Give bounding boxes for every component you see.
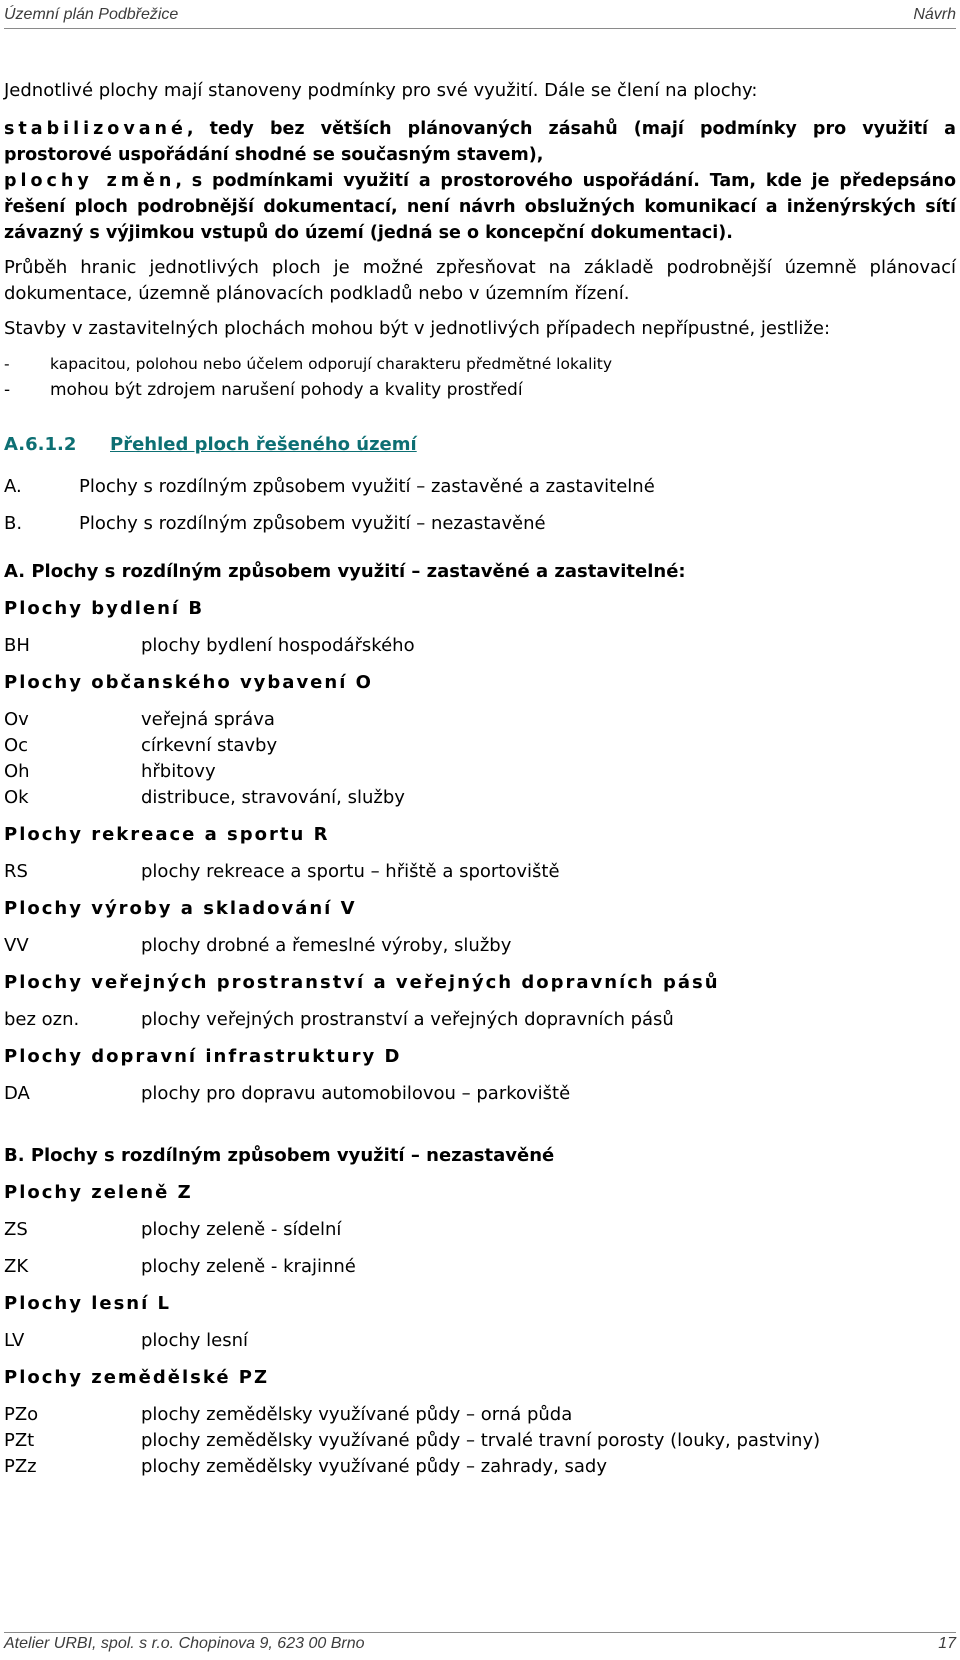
area-row <box>4 1402 956 1428</box>
change-term: plochy změn <box>4 171 176 191</box>
area-code: Ov <box>4 709 29 730</box>
area-row <box>4 1081 956 1107</box>
group-title: Plochy dopravní infrastruktury D <box>4 1046 402 1067</box>
area-types-paragraph <box>4 116 956 246</box>
area-description: veřejná správa <box>141 709 275 730</box>
area-row <box>4 759 956 785</box>
section-number: A.6.1.2 <box>4 434 77 455</box>
section-heading <box>4 432 956 458</box>
area-description: církevní stavby <box>141 735 278 756</box>
section-title: Přehled ploch řešeného území <box>110 434 417 455</box>
list-item-text: kapacitou, polohou nebo účelem odporují charakteru předmětné lokality <box>50 355 613 373</box>
area-code: bez ozn. <box>4 1009 80 1030</box>
area-code: VV <box>4 935 29 956</box>
overview-key: A. <box>4 476 22 497</box>
group-title: Plochy rekreace a sportu R <box>4 824 330 845</box>
area-description: plochy veřejných prostranství a veřejných dopravních pásů <box>141 1009 674 1030</box>
boundary-paragraph: Průběh hranic jednotlivých ploch je možné zpřesňovat na základě podrobnější územně plánovací dokumentace, územně plánovacích podkladů nebo v územním řízení. <box>4 257 956 304</box>
area-description: plochy zemědělsky využívané půdy – trvalé travní porosty (louky, pastviny) <box>141 1430 821 1451</box>
area-description: plochy zemědělsky využívané půdy – orná půda <box>141 1404 573 1425</box>
group-title: Plochy výroby a skladování V <box>4 898 357 919</box>
list-item <box>4 377 956 403</box>
condition-list <box>4 351 956 403</box>
stabilized-term: stabilizované <box>4 119 187 139</box>
area-code: LV <box>4 1330 25 1351</box>
area-description: plochy zemědělsky využívané půdy – zahrady, sady <box>141 1456 608 1477</box>
area-list <box>4 707 956 811</box>
list-dash: - <box>4 355 10 373</box>
area-row <box>4 707 956 733</box>
group-title: Plochy zemědělské PZ <box>4 1367 270 1388</box>
area-row <box>4 1454 956 1480</box>
area-code: Oc <box>4 735 29 756</box>
group-title: Plochy veřejných prostranství a veřejných dopravních pásů <box>4 972 720 993</box>
overview-key: B. <box>4 513 23 534</box>
area-description: plochy drobné a řemeslné výroby, služby <box>141 935 512 956</box>
area-list <box>4 1402 956 1480</box>
list-item <box>4 351 956 377</box>
area-description: plochy bydlení hospodářského <box>141 635 415 656</box>
part-b-heading: B. Plochy s rozdílným způsobem využití – nezastavěné <box>4 1145 555 1166</box>
header-document-title: Územní plán Podbřežice <box>4 6 179 23</box>
area-description: distribuce, stravování, služby <box>141 787 405 808</box>
area-row <box>4 733 956 759</box>
buildings-paragraph: Stavby v zastavitelných plochách mohou být v jednotlivých případech nepřípustné, jestliže: <box>4 318 831 339</box>
intro-paragraph: Jednotlivé plochy mají stanoveny podmínky pro své využití. Dále se člení na plochy: <box>4 80 758 101</box>
area-code: BH <box>4 635 30 656</box>
area-row <box>4 1254 956 1280</box>
area-code: ZS <box>4 1219 28 1240</box>
change-text: , s podmínkami využití a prostorového uspořádání. Tam, kde je předepsáno řešení ploch podrobnější dokumentací, není návrh obslužných komunikací a inženýrských sítí závazný s výjimkou vstupů do území (jedná se o koncepční dokumentaci). <box>4 171 956 243</box>
group-title: Plochy lesní L <box>4 1293 172 1314</box>
overview-text: Plochy s rozdílným způsobem využití – nezastavěné <box>79 513 546 534</box>
area-description: plochy pro dopravu automobilovou – parkoviště <box>141 1083 571 1104</box>
area-code: Ok <box>4 787 29 808</box>
area-row <box>4 1217 956 1243</box>
area-description: hřbitovy <box>141 761 216 782</box>
area-code: RS <box>4 861 28 882</box>
area-row <box>4 859 956 885</box>
area-row <box>4 1007 956 1033</box>
group-title: Plochy zeleně Z <box>4 1182 193 1203</box>
list-dash: - <box>4 380 11 400</box>
area-description: plochy rekreace a sportu – hřiště a sportoviště <box>141 861 560 882</box>
page-content <box>4 78 956 1480</box>
stabilized-text: , tedy bez větších plánovaných zásahů (mají podmínky pro využití a prostorové uspořádání shodné se současným stavem), <box>4 119 956 165</box>
area-description: plochy lesní <box>141 1330 248 1351</box>
area-description: plochy zeleně - sídelní <box>141 1219 342 1240</box>
area-code: DA <box>4 1083 30 1104</box>
area-description: plochy zeleně - krajinné <box>141 1256 356 1277</box>
area-row <box>4 1328 956 1354</box>
group-title: Plochy občanského vybavení O <box>4 672 373 693</box>
group-title: Plochy bydlení B <box>4 598 205 619</box>
part-a-heading: A. Plochy s rozdílným způsobem využití – zastavěné a zastavitelné: <box>4 561 686 582</box>
area-row <box>4 933 956 959</box>
area-code: ZK <box>4 1256 29 1277</box>
area-code: PZt <box>4 1430 35 1451</box>
area-row <box>4 785 956 811</box>
overview-item <box>4 511 956 537</box>
overview-item <box>4 474 956 500</box>
header-section-label: Návrh <box>913 6 956 23</box>
area-code: PZo <box>4 1404 39 1425</box>
page-number: 17 <box>938 1635 956 1652</box>
area-row <box>4 1428 956 1454</box>
footer-company-address: Atelier URBI, spol. s r.o. Chopinova 9, 623 00 Brno <box>4 1635 365 1652</box>
area-row <box>4 633 956 659</box>
page-footer <box>4 1632 956 1657</box>
page-header <box>4 6 956 29</box>
overview-text: Plochy s rozdílným způsobem využití – zastavěné a zastavitelné <box>79 476 655 497</box>
area-code: Oh <box>4 761 30 782</box>
area-code: PZz <box>4 1456 37 1477</box>
list-item-text: mohou být zdrojem narušení pohody a kvality prostředí <box>50 380 523 400</box>
